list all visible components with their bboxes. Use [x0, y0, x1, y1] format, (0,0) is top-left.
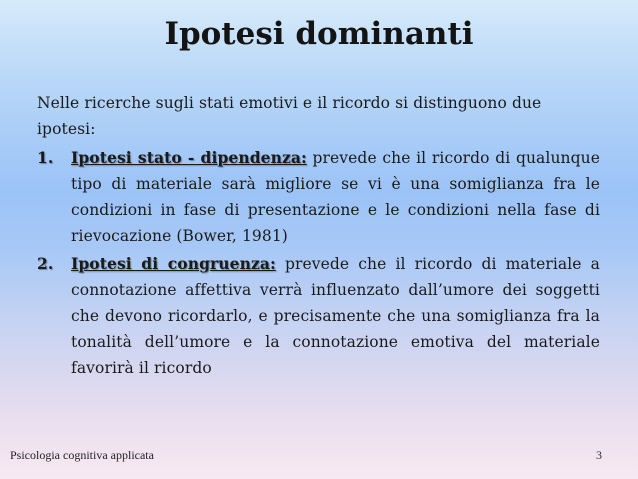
hypothesis-item-1 [37, 145, 600, 249]
list-number: 2. [37, 254, 54, 273]
hypothesis-item-2 [37, 251, 600, 381]
intro-paragraph: Nelle ricerche sugli stati emotivi e il ricordo si distinguono due ipotesi: [37, 94, 542, 138]
footer-course: Psicologia cognitiva applicata [10, 448, 154, 462]
slide-title: Ipotesi dominanti [164, 16, 474, 52]
hypothesis-term: Ipotesi di congruenza: [71, 254, 276, 273]
hypothesis-text: prevede che il ricordo di materiale a connotazione affettiva verrà influenzato dall’umore dei soggetti che devono ricordarlo, e precisamente che una somiglianza fra la tonalità dell’umore e la connotazione emotiva del materiale favorirà il ricordo [71, 255, 600, 377]
slide-body [37, 90, 600, 383]
page-number: 3 [596, 448, 602, 462]
hypothesis-text: prevede che il ricordo di qualunque tipo di materiale sarà migliore se vi è una somiglianza fra le condizioni in fase di presentazione e le condizioni nella fase di rievocazione (Bower, 1981) [71, 149, 601, 245]
hypotheses-list [37, 145, 600, 381]
hypothesis-term: Ipotesi stato - dipendenza: [71, 148, 307, 167]
list-number: 1. [37, 148, 54, 167]
